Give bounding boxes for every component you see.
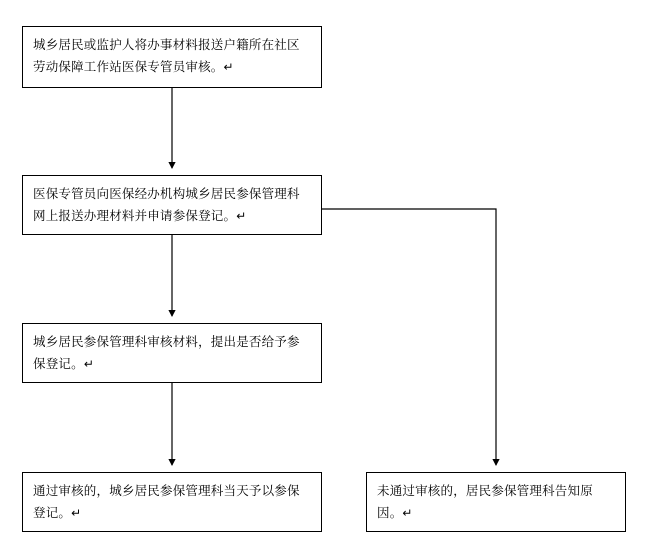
node-text: 未通过审核的，居民参保管理科告知原因。 — [377, 484, 593, 520]
node-text: 城乡居民或监护人将办事材料报送户籍所在社区劳动保障工作站医保专管员审核。 — [33, 38, 300, 74]
connector-step2-step4-fail — [322, 209, 496, 465]
flowchart-node-step4-fail — [366, 472, 626, 532]
flowchart-node-step1 — [22, 26, 322, 88]
paragraph-mark-icon: ↵ — [83, 357, 95, 371]
paragraph-mark-icon: ↵ — [71, 506, 82, 520]
flowchart-node-step4-pass — [22, 472, 322, 532]
flowchart-node-step3 — [22, 323, 322, 383]
paragraph-mark-icon: ↵ — [236, 209, 247, 223]
paragraph-mark-icon: ↵ — [223, 60, 234, 74]
paragraph-mark-icon: ↵ — [402, 506, 413, 520]
node-text: 通过审核的，城乡居民参保管理科当天予以参保登记。 — [33, 484, 300, 520]
flowchart-node-step2 — [22, 175, 322, 235]
node-text: 医保专管员向医保经办机构城乡居民参保管理科网上报送办理材料并申请参保登记。 — [33, 187, 300, 223]
node-text: 城乡居民参保管理科审核材料，提出是否给予参保登记。 — [33, 335, 300, 371]
